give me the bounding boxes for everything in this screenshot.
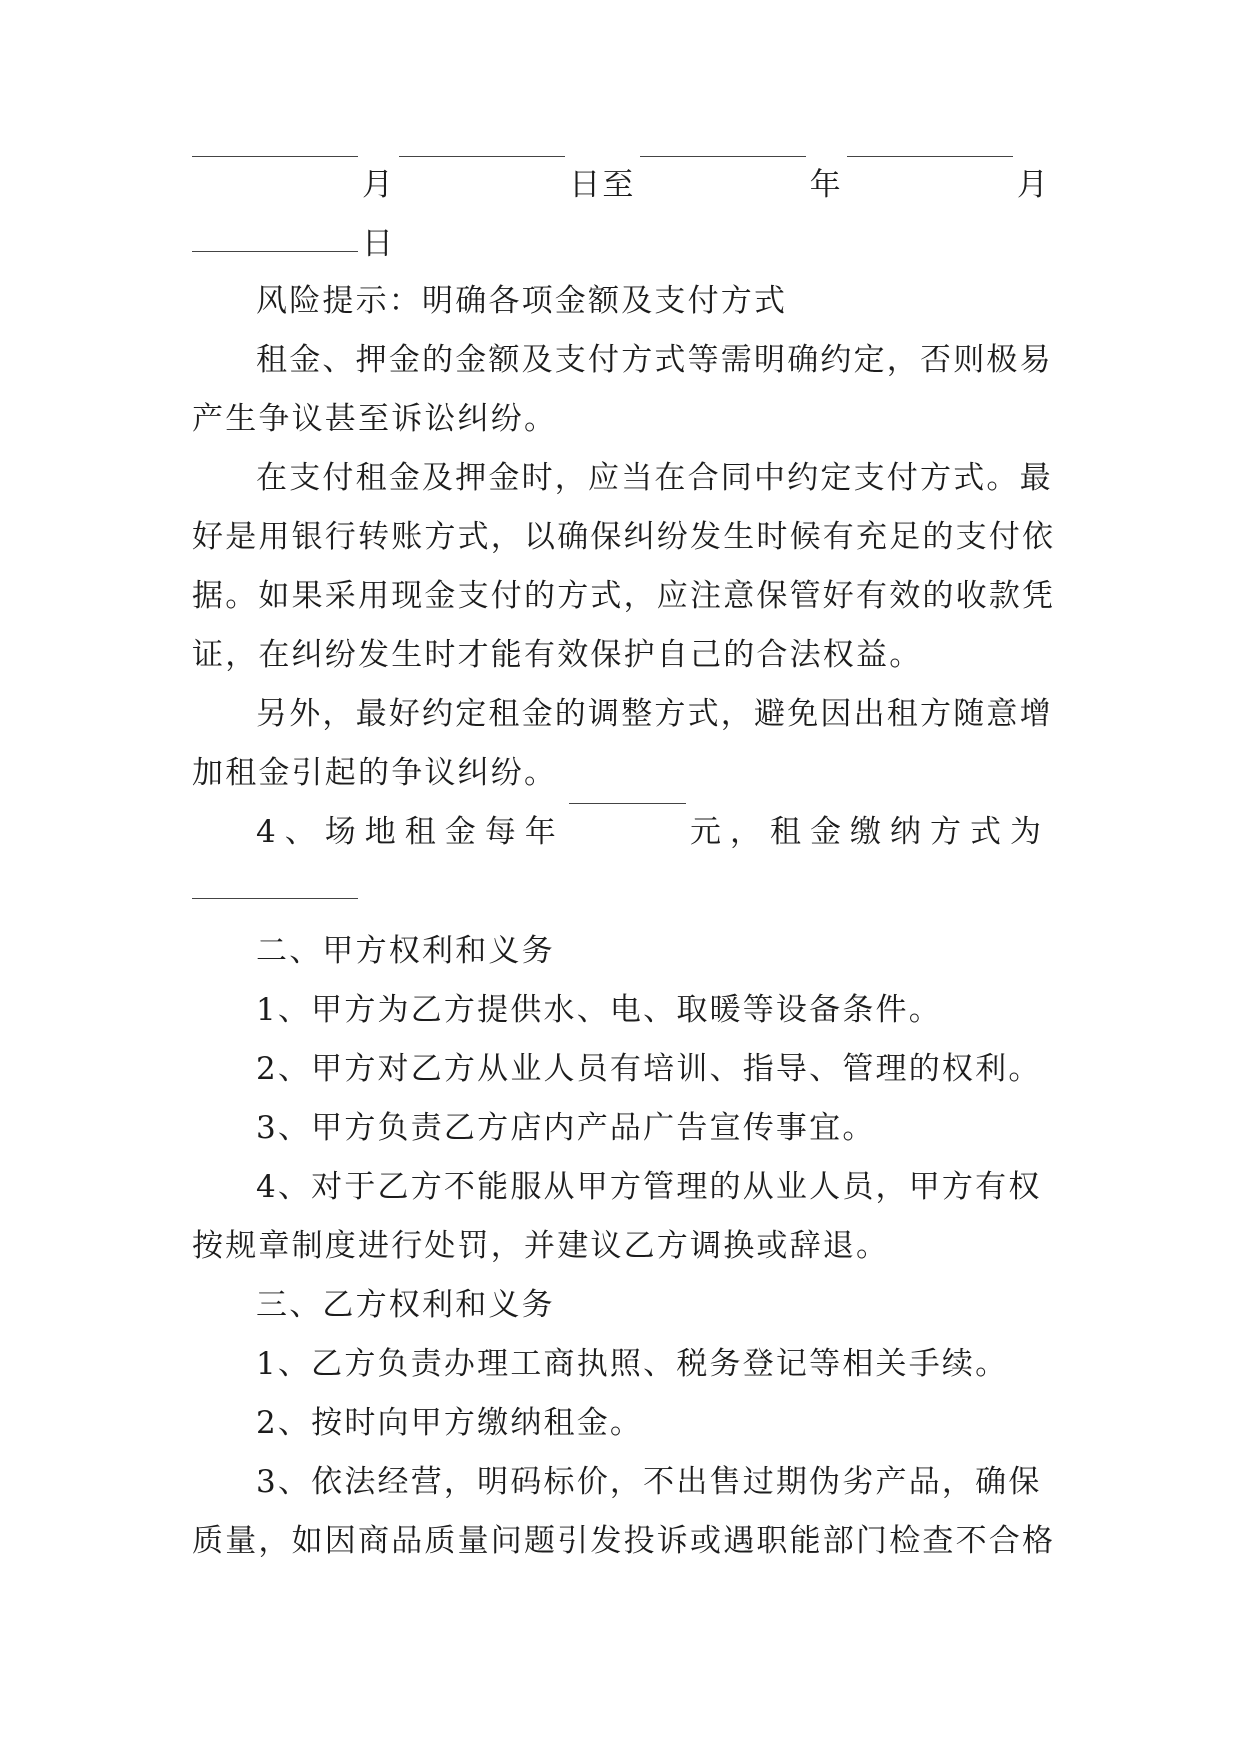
date-range-line-end bbox=[192, 215, 395, 274]
blank-field[interactable] bbox=[399, 154, 565, 157]
blank-field[interactable] bbox=[847, 154, 1013, 157]
paragraph-line: 好是用银行转账方式，以确保纠纷发生时候有充足的支付依 bbox=[192, 519, 1056, 555]
risk-tip-title: 风险提示：明确各项金额及支付方式 bbox=[256, 283, 788, 319]
day-to-label: 日至 bbox=[569, 167, 636, 203]
list-item: 4、对于乙方不能服从甲方管理的从业人员，甲方有权 bbox=[256, 1169, 1042, 1205]
date-range-line bbox=[192, 156, 1050, 215]
rent-clause-line bbox=[256, 803, 1050, 862]
section-title: 二、甲方权利和义务 bbox=[256, 933, 555, 969]
paragraph-line: 租金、押金的金额及支付方式等需明确约定，否则极易 bbox=[256, 342, 1053, 378]
month-label: 月 bbox=[362, 167, 396, 203]
rent-clause-blank-line bbox=[192, 862, 362, 921]
blank-field[interactable] bbox=[192, 154, 358, 157]
list-item-continuation: 按规章制度进行处罚，并建议乙方调换或辞退。 bbox=[192, 1228, 890, 1264]
year-label: 年 bbox=[809, 167, 843, 203]
list-item: 1、乙方负责办理工商执照、税务登记等相关手续。 bbox=[256, 1346, 1009, 1382]
paragraph-line: 在支付租金及押金时，应当在合同中约定支付方式。最 bbox=[256, 460, 1053, 496]
blank-field[interactable] bbox=[569, 801, 686, 804]
list-item: 2、按时向甲方缴纳租金。 bbox=[256, 1405, 644, 1441]
paragraph-line: 另外，最好约定租金的调整方式，避免因出租方随意增 bbox=[256, 696, 1053, 732]
paragraph-line: 据。如果采用现金支付的方式，应注意保管好有效的收款凭 bbox=[192, 578, 1056, 614]
rent-clause-prefix: 4、场地租金每年 bbox=[256, 814, 565, 850]
list-item: 3、甲方负责乙方店内产品广告宣传事宜。 bbox=[256, 1110, 876, 1146]
paragraph-line: 证，在纠纷发生时才能有效保护自己的合法权益。 bbox=[192, 637, 923, 673]
paragraph-line: 加租金引起的争议纠纷。 bbox=[192, 755, 558, 791]
list-item-continuation: 质量，如因商品质量问题引发投诉或遇职能部门检查不合格 bbox=[192, 1523, 1056, 1559]
list-item: 1、甲方为乙方提供水、电、取暖等设备条件。 bbox=[256, 992, 942, 1028]
rent-clause-middle: 元，租金缴纳方式为 bbox=[690, 814, 1050, 850]
month-label: 月 bbox=[1016, 167, 1051, 203]
blank-field[interactable] bbox=[640, 154, 806, 157]
paragraph-line: 产生争议甚至诉讼纠纷。 bbox=[192, 401, 558, 437]
blank-field[interactable] bbox=[192, 896, 358, 899]
day-label: 日 bbox=[362, 226, 396, 262]
blank-field[interactable] bbox=[192, 249, 358, 252]
section-title: 三、乙方权利和义务 bbox=[256, 1287, 555, 1323]
list-item: 3、依法经营，明码标价，不出售过期伪劣产品，确保 bbox=[256, 1464, 1042, 1500]
list-item: 2、甲方对乙方从业人员有培训、指导、管理的权利。 bbox=[256, 1051, 1042, 1087]
